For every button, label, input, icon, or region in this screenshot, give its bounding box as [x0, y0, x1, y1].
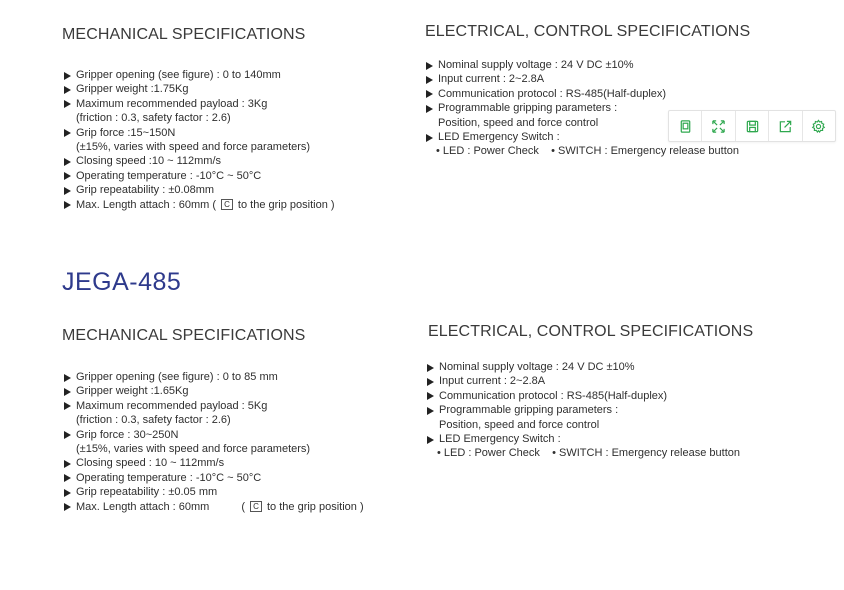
- electrical-specs-list: [425, 360, 740, 461]
- list-item: Input current : 2~2.8A: [424, 72, 739, 86]
- list-item: Programmable gripping parameters :: [425, 403, 740, 417]
- list-item: Closing speed :10 ~ 112mm/s: [62, 154, 335, 168]
- list-item: LED Emergency Switch :: [424, 130, 739, 144]
- list-item: Position, speed and force control: [438, 116, 599, 129]
- list-item: Input current : 2~2.8A: [425, 374, 740, 388]
- list-item: LED Emergency Switch :: [425, 432, 740, 446]
- expand-icon: [711, 119, 726, 134]
- boxed-c-label: C: [250, 501, 262, 512]
- list-item: Operating temperature : -10°C ~ 50°C: [62, 169, 335, 183]
- switch-bullet: • SWITCH : Emergency release button: [551, 145, 739, 158]
- electrical-specs-title: ELECTRICAL, CONTROL SPECIFICATIONS: [425, 23, 751, 40]
- list-item: Nominal supply voltage : 24 V DC ±10%: [425, 360, 740, 374]
- list-item: (friction : 0.3, safety factor : 2.6): [76, 414, 231, 427]
- list-item: (friction : 0.3, safety factor : 2.6): [76, 112, 231, 125]
- list-item: Position, speed and force control: [439, 418, 600, 431]
- list-item: Grip force : 30~250N: [62, 428, 364, 442]
- settings-icon: [811, 119, 826, 134]
- list-item: [424, 144, 739, 158]
- list-item: [62, 198, 335, 212]
- list-item-text: to the grip position ): [267, 500, 364, 513]
- list-item: Gripper opening (see figure) : 0 to 140mm: [62, 68, 335, 82]
- list-item: [62, 500, 364, 514]
- list-item: [425, 446, 740, 460]
- list-item: Communication protocol : RS-485(Half-duplex): [425, 389, 740, 403]
- led-bullet: • LED : Power Check: [437, 447, 540, 460]
- switch-bullet: • SWITCH : Emergency release button: [552, 447, 740, 460]
- mechanical-specs-title: MECHANICAL SPECIFICATIONS: [62, 327, 306, 344]
- list-item-text: to the grip position ): [237, 198, 335, 211]
- list-item: Grip force :15~150N: [62, 126, 335, 140]
- image-toolbar: [668, 110, 836, 142]
- share-button[interactable]: [769, 111, 802, 141]
- list-item: Gripper weight :1.65Kg: [62, 384, 364, 398]
- mechanical-specs-list: [62, 370, 364, 514]
- list-item: Nominal supply voltage : 24 V DC ±10%: [424, 58, 739, 72]
- copy-icon: [678, 119, 693, 134]
- boxed-c-label: C: [221, 199, 233, 210]
- list-item: Communication protocol : RS-485(Half-duplex): [424, 87, 739, 101]
- list-item: Maximum recommended payload : 5Kg: [62, 399, 364, 413]
- list-item-text: (: [241, 500, 246, 513]
- mechanical-specs-list: [62, 68, 335, 212]
- mechanical-specs-title: MECHANICAL SPECIFICATIONS: [62, 26, 306, 43]
- list-item: Programmable gripping parameters :: [424, 101, 739, 115]
- save-icon: [745, 119, 760, 134]
- list-item: Operating temperature : -10°C ~ 50°C: [62, 471, 364, 485]
- expand-button[interactable]: [702, 111, 735, 141]
- share-icon: [778, 119, 793, 134]
- list-item: Maximum recommended payload : 3Kg: [62, 97, 335, 111]
- save-button[interactable]: [736, 111, 769, 141]
- copy-button[interactable]: [669, 111, 702, 141]
- settings-button[interactable]: [803, 111, 835, 141]
- list-item: Gripper weight :1.75Kg: [62, 82, 335, 96]
- list-item: Gripper opening (see figure) : 0 to 85 mm: [62, 370, 364, 384]
- list-item: (±15%, varies with speed and force parameters): [76, 443, 311, 456]
- list-item: (±15%, varies with speed and force parameters): [76, 141, 311, 154]
- electrical-specs-title: ELECTRICAL, CONTROL SPECIFICATIONS: [428, 323, 754, 340]
- list-item: Grip repeatability : ±0.05 mm: [62, 485, 364, 499]
- list-item-text: Max. Length attach : 60mm: [76, 500, 210, 513]
- model-title: JEGA-485: [62, 268, 182, 296]
- led-bullet: • LED : Power Check: [436, 145, 539, 158]
- list-item: Closing speed : 10 ~ 112mm/s: [62, 456, 364, 470]
- list-item-text: Max. Length attach : 60mm (: [76, 198, 217, 211]
- electrical-specs-list: [424, 58, 739, 159]
- list-item: Grip repeatability : ±0.08mm: [62, 183, 335, 197]
